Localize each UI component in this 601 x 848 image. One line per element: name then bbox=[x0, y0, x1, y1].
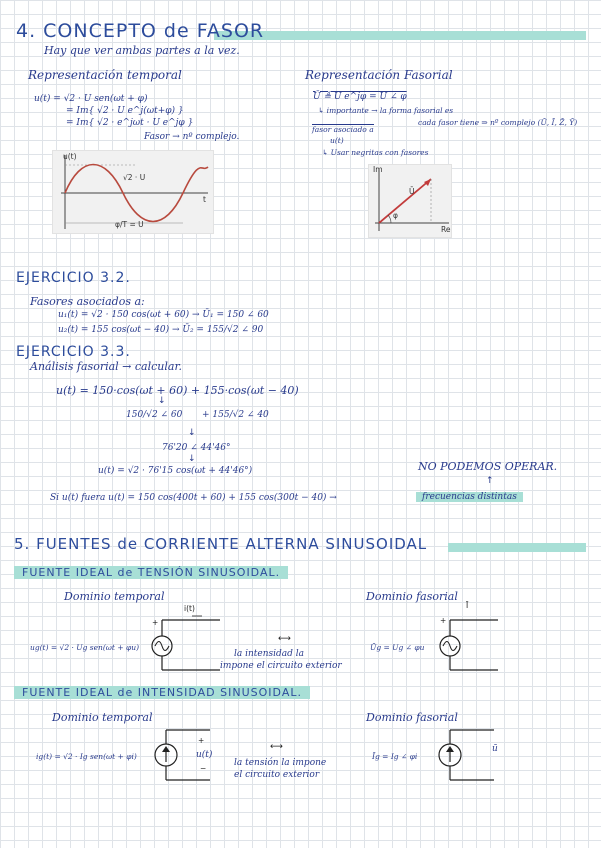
exercise-3-3-phasor-a: 150/√2 ∠ 60 bbox=[126, 410, 183, 420]
current-domain-fasorial: Dominio fasorial bbox=[366, 711, 458, 724]
voltage-source-subtitle: FUENTE IDEAL de TENSIÓN SINUSOIDAL. bbox=[14, 566, 288, 579]
exercise-3-2-title: EJERCICIO 3.2. bbox=[16, 270, 131, 286]
section-4-subtitle: Hay que ver ambas partes a la vez. bbox=[44, 44, 240, 57]
sine-graph-box bbox=[52, 150, 214, 234]
graph-amplitude-label: √2 · U bbox=[123, 173, 146, 182]
current-fasorial-u-label: ū bbox=[492, 744, 498, 754]
down-arrow-3: ↓ bbox=[188, 454, 196, 464]
voltage-fasorial-eq: Ūg = Ug ∠ φu bbox=[370, 643, 425, 652]
current-fasorial-eq: Īg = Ig ∠ φi bbox=[372, 752, 418, 761]
current-ut-label: u(t) bbox=[196, 750, 213, 760]
voltage-note-1: la intensidad la bbox=[234, 649, 305, 659]
exercise-3-3-note: NO PODEMOS OPERAR. bbox=[418, 460, 558, 473]
down-arrow-1: ↓ bbox=[158, 396, 166, 406]
voltage-domain-temporal: Dominio temporal bbox=[64, 590, 165, 603]
section-5-title: 5. FUENTES de CORRIENTE ALTERNA SINUSOIDAL bbox=[14, 535, 428, 553]
current-source-fasorial-circuit bbox=[436, 724, 526, 786]
voltage-fasorial-plus: + bbox=[440, 616, 447, 625]
phasor-re-label: Re bbox=[441, 225, 451, 234]
fasorial-eq-5: ↳ Usar negritas con fasores bbox=[322, 148, 429, 157]
exercise-3-3-title: EJERCICIO 3.3. bbox=[16, 344, 131, 360]
temporal-eq-1: u(t) = √2 · U sen(ωt + φ) bbox=[34, 94, 148, 104]
current-temporal-eq: ig(t) = √2 · Ig sen(ωt + φi) bbox=[36, 752, 137, 761]
fasorial-eq-4: u(t) bbox=[330, 136, 344, 145]
current-double-arrow: ⟷ bbox=[270, 742, 283, 752]
exercise-3-3-phasor-b: + 155/√2 ∠ 40 bbox=[202, 410, 269, 420]
frecuencias-distintas-highlight: frecuencias distintas bbox=[416, 492, 523, 502]
temporal-eq-3: = Im{ √2 · e^jωt · U e^jφ } bbox=[66, 118, 194, 128]
current-domain-temporal: Dominio temporal bbox=[52, 711, 153, 724]
voltage-note-2: impone el circuito exterior bbox=[220, 661, 342, 671]
voltage-fasorial-I: Ī bbox=[466, 601, 469, 610]
fasorial-eq-2: ↳ importante → la forma fasorial es bbox=[318, 106, 454, 115]
section-4-title: 4. CONCEPTO de FASOR bbox=[16, 20, 265, 42]
graph-period-label: φ/T = U bbox=[115, 220, 144, 229]
phasor-diagram bbox=[369, 165, 451, 237]
voltage-it-label: i(t) bbox=[184, 604, 195, 613]
exercise-3-2-line-0: Fasores asociados a: bbox=[30, 295, 145, 308]
fasorial-eq-2b: cada fasor tiene ⇒ nº complejo (Ū, Ī, Z̄, Ȳ) bbox=[418, 118, 578, 127]
exercise-3-2-line-2: u₂(t) = 155 cos(ωt − 40) → Ū₂ = 155/√2 ∠ 90 bbox=[58, 325, 264, 335]
exercise-3-3-line-5: Si u(t) fuera u(t) = 150 cos(400t + 60) + 155 cos(300t − 40) → bbox=[50, 493, 337, 503]
current-note-1: la tensión la impone bbox=[234, 758, 327, 768]
fasorial-eq-3: fasor asociado a bbox=[312, 125, 374, 134]
graph-t-label: t bbox=[203, 195, 206, 204]
current-minus: − bbox=[200, 764, 207, 773]
phasor-im-label: Im bbox=[373, 165, 383, 174]
note-up-arrow: ↑ bbox=[486, 476, 494, 486]
section-5-highlight-bar bbox=[448, 543, 586, 552]
voltage-temporal-eq: ug(t) = √2 · Ug sen(ωt + φu) bbox=[30, 643, 139, 652]
fasor-label: Fasor → nº complejo. bbox=[144, 132, 240, 142]
current-note-2: el circuito exterior bbox=[234, 770, 320, 780]
voltage-plus: + bbox=[152, 618, 159, 627]
temporal-heading: Representación temporal bbox=[28, 68, 182, 82]
voltage-domain-fasorial: Dominio fasorial bbox=[366, 590, 458, 603]
exercise-3-3-line-0: Análisis fasorial → calcular. bbox=[30, 360, 182, 373]
fasorial-eq-1: Ū ≜ U e^jφ = U ∠ φ bbox=[313, 92, 407, 102]
phasor-phi-label: φ bbox=[393, 211, 398, 220]
current-source-subtitle: FUENTE IDEAL de INTENSIDAD SINUSOIDAL. bbox=[14, 686, 310, 699]
title-highlight-bar bbox=[214, 31, 586, 40]
graph-ylabel: u(t) bbox=[63, 152, 77, 161]
temporal-eq-2: = Im{ √2 · U e^j(ωt+φ) } bbox=[66, 106, 184, 116]
fasorial-heading: Representación Fasorial bbox=[305, 68, 453, 82]
voltage-double-arrow: ⟷ bbox=[278, 634, 291, 644]
voltage-source-fasorial-circuit bbox=[436, 612, 546, 672]
exercise-3-3-line-4: u(t) = √2 · 76'15 cos(ωt + 44'46°) bbox=[98, 466, 253, 476]
exercise-3-3-result: 76'20 ∠ 44'46° bbox=[162, 443, 231, 453]
phasor-diagram-box bbox=[368, 164, 452, 238]
exercise-3-2-line-1: u₁(t) = √2 · 150 cos(ωt + 60) → Ū₁ = 150 ∠ 60 bbox=[58, 310, 269, 320]
down-arrow-2: ↓ bbox=[188, 428, 196, 438]
exercise-3-3-line-1: u(t) = 150·cos(ωt + 60) + 155·cos(ωt − 40) bbox=[56, 384, 299, 397]
current-plus: + bbox=[198, 736, 205, 745]
phasor-u-label: Ū bbox=[409, 187, 415, 196]
